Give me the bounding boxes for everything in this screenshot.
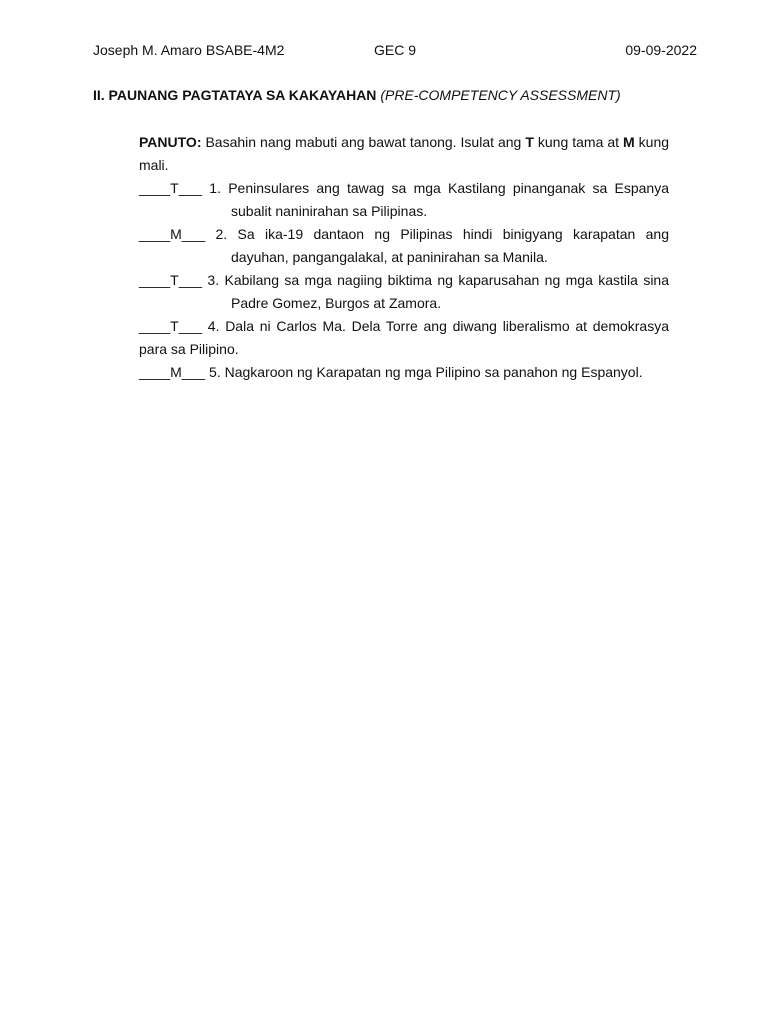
question-item-2: [139, 223, 669, 269]
question-continuation: para sa Pilipino.: [139, 341, 239, 357]
question-item-1: [139, 177, 669, 223]
instructions-m: M: [623, 134, 635, 150]
question-line: ____M___ 2. Sa ika-19 dantaon ng Pilipinas hindi binigyang karapatan ang: [139, 226, 669, 242]
question-line: ____T___ 1. Peninsulares ang tawag sa mga Kastilang pinanganak sa Espanya: [139, 180, 669, 196]
document-date: 09-09-2022: [625, 42, 697, 58]
instructions-text-b: kung tama at: [533, 134, 623, 150]
section-title-main: II. PAUNANG PAGTATAYA SA KAKAYAHAN: [93, 87, 377, 103]
question-item-4: [139, 315, 669, 361]
student-name: Joseph M. Amaro BSABE-4M2: [93, 42, 285, 58]
document-header: [93, 42, 697, 62]
question-item-5: [139, 361, 669, 384]
question-continuation: subalit naninirahan sa Pilipinas.: [231, 203, 428, 219]
instructions-label: PANUTO:: [139, 134, 202, 150]
instructions-text-a: Basahin nang mabuti ang bawat tanong. Isulat ang: [201, 134, 526, 150]
course-code: GEC 9: [374, 42, 417, 58]
question-line: ____T___ 3. Kabilang sa mga nagiing biktima ng kaparusahan ng mga kastila sina: [139, 272, 669, 288]
section-title: [93, 87, 621, 103]
section-title-subtitle: (PRE-COMPETENCY ASSESSMENT): [380, 87, 621, 103]
assessment-content: [139, 131, 669, 384]
question-continuation: Padre Gomez, Burgos at Zamora.: [231, 295, 442, 311]
question-line: ____T___ 4. Dala ni Carlos Ma. Dela Torre ang diwang liberalismo at demokrasya: [139, 318, 669, 334]
question-continuation: dayuhan, pangangalakal, at paninirahan sa Manila.: [231, 249, 548, 265]
instructions-text-c: kung mali.: [139, 134, 670, 173]
question-item-3: [139, 269, 669, 315]
instructions: [139, 131, 669, 177]
instructions-t: T: [525, 134, 534, 150]
question-line: ____M___ 5. Nagkaroon ng Karapatan ng mga Pilipino sa panahon ng Espanyol.: [139, 364, 643, 380]
